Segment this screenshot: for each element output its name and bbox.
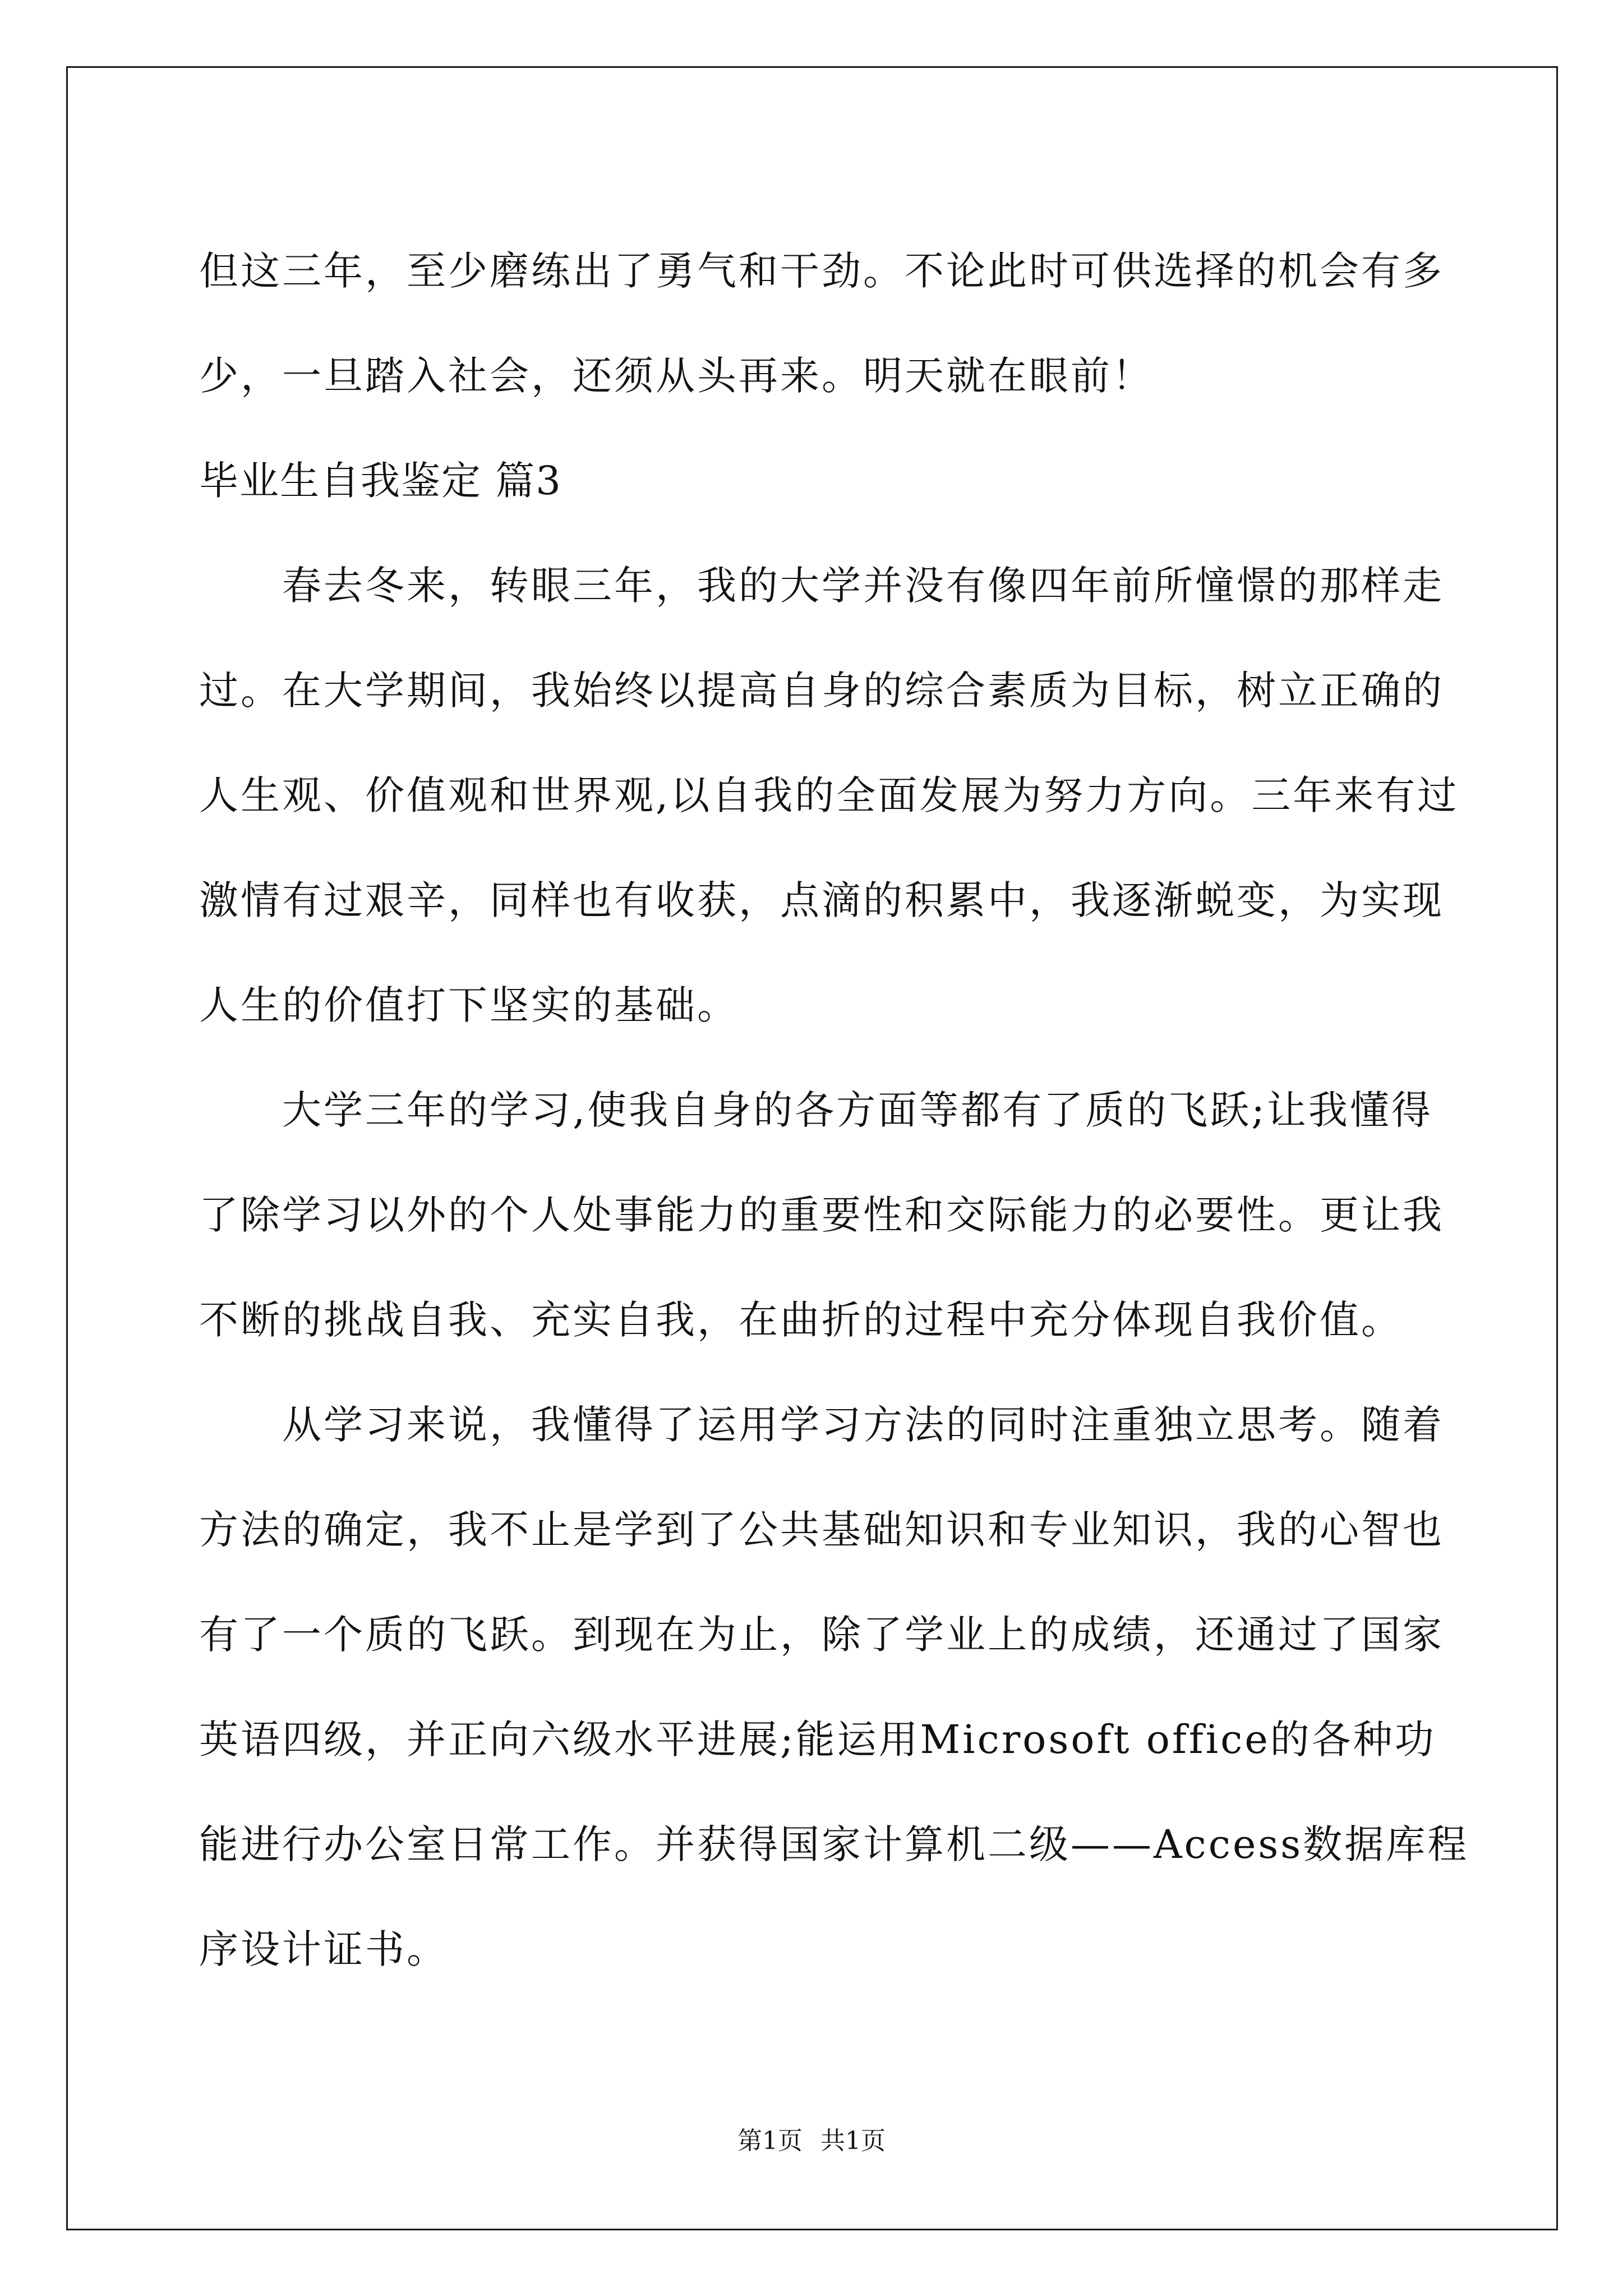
- text-line: 有了一个质的飞跃。到现在为止，除了学业上的成绩，还通过了国家: [199, 1612, 1444, 1658]
- text-line: 英语四级，并正向六级水平进展;能运用Microsoft office的各种功: [199, 1717, 1436, 1763]
- text-line: 人生观、价值观和世界观,以自我的全面发展为努力方向。三年来有过: [199, 772, 1459, 818]
- text-line: 春去冬来，转眼三年，我的大学并没有像四年前所憧憬的那样走: [282, 563, 1444, 609]
- text-line: 不断的挑战自我、充实自我，在曲折的过程中充分体现自我价值。: [199, 1297, 1403, 1343]
- text-line: 了除学习以外的个人处事能力的重要性和交际能力的必要性。更让我: [199, 1192, 1444, 1238]
- text-line: 少，一旦踏入社会，还须从头再来。明天就在眼前！: [199, 353, 1154, 399]
- text-line: 序设计证书。: [199, 1926, 448, 1972]
- text-line: 但这三年，至少磨练出了勇气和干劲。不论此时可供选择的机会有多: [199, 248, 1444, 294]
- text-line: 过。在大学期间，我始终以提高自身的综合素质为目标，树立正确的: [199, 668, 1444, 714]
- section-heading: 毕业生自我鉴定 篇3: [199, 458, 562, 504]
- text-line: 大学三年的学习,使我自身的各方面等都有了质的飞跃;让我懂得: [282, 1087, 1433, 1133]
- page-footer: 第1页 共1页: [737, 2127, 886, 2155]
- document-body: [199, 219, 1469, 2002]
- text-line: 从学习来说，我懂得了运用学习方法的同时注重独立思考。随着: [282, 1402, 1444, 1448]
- text-line: 人生的价值打下坚实的基础。: [199, 982, 739, 1028]
- text-line: 激情有过艰辛，同样也有收获，点滴的积累中，我逐渐蜕变，为实现: [199, 877, 1444, 923]
- text-line: 方法的确定，我不止是学到了公共基础知识和专业知识，我的心智也: [199, 1507, 1444, 1553]
- text-line: 能进行办公室日常工作。并获得国家计算机二级——Access数据库程: [199, 1821, 1469, 1867]
